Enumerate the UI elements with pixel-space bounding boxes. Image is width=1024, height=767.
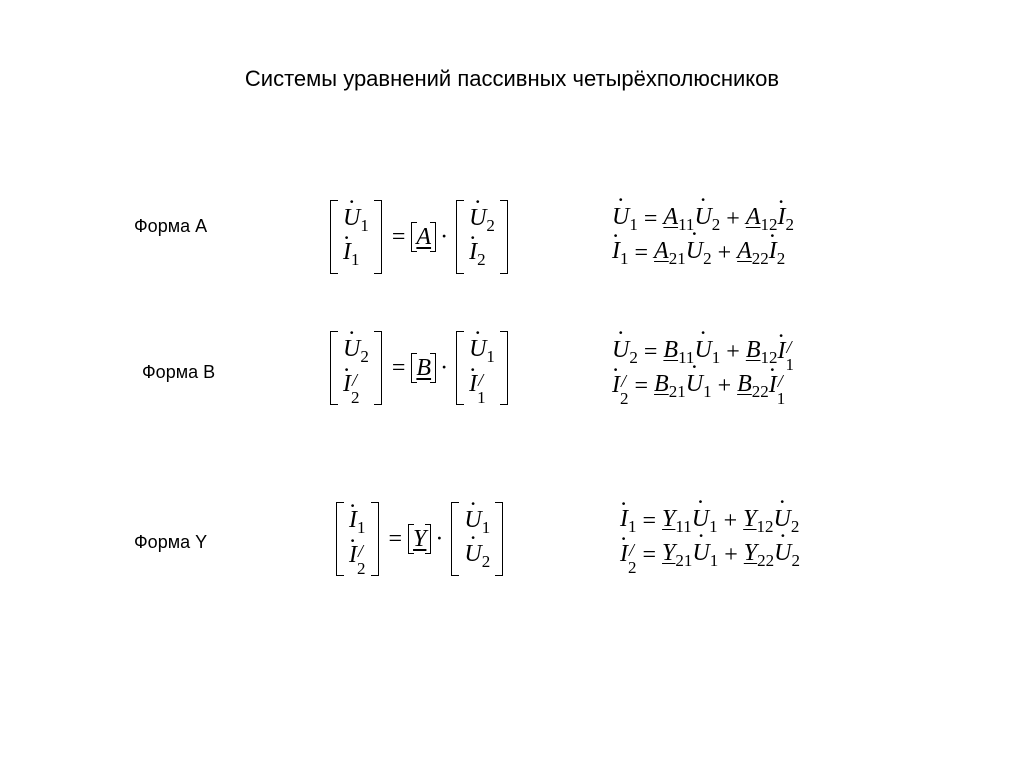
dotted-variable <box>469 239 486 270</box>
variable-subscript: 2 <box>785 215 794 234</box>
equals-sign: = <box>642 542 657 568</box>
parameter-matrix-name: A <box>416 224 432 250</box>
plus-sign: + <box>726 206 740 232</box>
variable-subscript: 2 <box>351 387 360 407</box>
coefficient-name: B <box>745 337 761 363</box>
coefficient-subscript: 21 <box>668 382 686 401</box>
matrix-equation-b <box>330 331 508 405</box>
parameter-matrix <box>408 524 431 554</box>
variable-subscript: 2 <box>711 215 721 234</box>
variable-subscript: 1 <box>629 215 638 234</box>
prime-mark: / <box>352 369 358 390</box>
dotted-variable <box>778 205 795 233</box>
vector-cell <box>469 237 495 271</box>
matrix-operator-group <box>386 353 452 383</box>
equals-sign: = <box>643 206 658 232</box>
prime-mark: / <box>786 336 792 357</box>
dotted-variable <box>774 541 800 569</box>
form-label-y: Форма Y <box>134 532 208 552</box>
coefficient-name: A <box>737 238 752 264</box>
dotted-variable <box>686 372 712 400</box>
variable-subscript: 2 <box>776 249 786 268</box>
coefficient-name: A <box>663 204 679 230</box>
equals-sign: = <box>391 354 406 381</box>
coefficient-subscript: 11 <box>678 348 695 367</box>
coefficient-subscript: 12 <box>756 517 774 536</box>
plus-sign: + <box>724 542 738 568</box>
matrix-operator-group <box>386 222 452 252</box>
multiply-dot: · <box>435 525 444 552</box>
sub-prime-group <box>351 371 360 406</box>
column-vector <box>330 200 382 274</box>
dotted-variable <box>686 239 712 267</box>
variable-subscript: 1 <box>709 551 719 570</box>
variable-symbol: ˙ U <box>694 338 711 362</box>
coefficient-name: Y <box>743 540 758 566</box>
variable-subscript: 1 <box>477 387 486 407</box>
equals-sign: = <box>643 339 658 365</box>
equation-row <box>612 369 794 408</box>
variable-subscript: 2 <box>629 348 638 367</box>
variable-symbol: ˙ U <box>612 338 629 362</box>
equals-sign: = <box>388 525 403 552</box>
variable-symbol: ˙ U <box>343 336 360 363</box>
slide-title: Системы уравнений пассивных четырёхполюсников <box>244 66 780 91</box>
variable-symbol: ˙ U <box>612 205 629 229</box>
variable-symbol: ˙ I <box>469 371 477 398</box>
variable-symbol: ˙ U <box>774 507 791 531</box>
multiply-dot: · <box>440 223 449 250</box>
dotted-variable <box>464 541 490 572</box>
matrix-operator-group <box>383 524 448 554</box>
dotted-variable <box>612 239 629 267</box>
dotted-variable <box>692 541 718 569</box>
variable-subscript: 1 <box>351 249 360 269</box>
variable-symbol: ˙ I <box>469 239 477 266</box>
coefficient <box>737 372 769 400</box>
vector-cell <box>343 368 369 407</box>
dotted-variable <box>343 365 360 406</box>
variable-subscript: 2 <box>703 249 712 268</box>
variable-subscript: 2 <box>360 346 369 366</box>
form-label-b: Форма B <box>142 362 216 382</box>
vector-cell <box>343 237 369 271</box>
variable-symbol: ˙ I <box>612 373 620 397</box>
vector-cell <box>349 539 366 578</box>
equals-sign: = <box>634 240 649 266</box>
variable-symbol: ˙ I <box>620 507 628 531</box>
prime-mark: / <box>358 540 364 561</box>
parameter-matrix <box>411 222 436 252</box>
sub-prime-group <box>357 542 366 577</box>
column-vector <box>336 502 379 576</box>
coefficient-name: A <box>654 238 669 264</box>
variable-subscript: 1 <box>481 517 491 537</box>
variable-symbol: ˙ I <box>343 239 351 266</box>
equals-sign: = <box>391 223 406 250</box>
scalar-equations-a <box>612 202 794 270</box>
equals-sign: = <box>634 373 649 399</box>
matrix-equation-a <box>330 200 508 274</box>
sub-prime-group <box>786 338 795 373</box>
variable-subscript: 1 <box>486 346 495 366</box>
prime-mark: / <box>621 370 627 391</box>
variable-symbol: ˙ U <box>774 541 791 565</box>
equation-row <box>612 236 794 270</box>
coefficient-subscript: 11 <box>678 215 695 234</box>
equals-sign: = <box>642 508 657 534</box>
variable-symbol: ˙ I <box>778 205 786 229</box>
variable-symbol: ˙ U <box>694 205 711 229</box>
equation-row <box>620 504 800 538</box>
variable-symbol: ˙ U <box>686 239 703 263</box>
variable-symbol: ˙ U <box>464 541 481 568</box>
variable-symbol: ˙ I <box>769 239 777 263</box>
multiply-dot: · <box>440 354 449 381</box>
coefficient-subscript: 21 <box>675 551 693 570</box>
variable-symbol: ˙ U <box>686 372 703 396</box>
equation-row <box>612 202 794 236</box>
coefficient-name: A <box>745 204 761 230</box>
parameter-matrix-name: Y <box>413 526 427 552</box>
coefficient-name: Y <box>743 506 757 532</box>
variable-symbol: ˙ I <box>778 339 786 363</box>
variable-subscript: 1 <box>703 382 712 401</box>
coefficient <box>744 541 774 569</box>
coefficient-subscript: 22 <box>751 382 769 401</box>
column-vector <box>456 331 508 405</box>
coefficient-subscript: 12 <box>760 215 778 234</box>
variable-symbol: ˙ I <box>343 371 351 398</box>
matrix-equation-y <box>336 502 503 576</box>
variable-symbol: ˙ I <box>612 239 620 263</box>
coefficient-name: Y <box>662 506 676 532</box>
sub-prime-group <box>628 541 637 576</box>
variable-subscript: 2 <box>481 551 491 571</box>
variable-subscript: 1 <box>360 215 369 235</box>
coefficient-name: B <box>654 371 669 397</box>
variable-subscript: 2 <box>628 557 637 577</box>
sub-prime-group <box>620 372 629 407</box>
prime-mark: / <box>478 369 484 390</box>
coefficient-subscript: 22 <box>751 249 769 268</box>
coefficient-subscript: 22 <box>757 551 775 570</box>
coefficient-name: B <box>737 371 752 397</box>
dotted-variable <box>612 366 629 407</box>
scalar-equations-y <box>620 504 800 577</box>
column-vector <box>330 331 382 405</box>
dotted-variable <box>349 536 366 577</box>
dotted-variable <box>343 239 360 270</box>
column-vector <box>451 502 503 576</box>
coefficient-subscript: 11 <box>675 517 692 536</box>
coefficient-subscript: 12 <box>760 348 778 367</box>
vector-cell <box>469 368 495 407</box>
variable-subscript: 1 <box>711 348 721 367</box>
variable-subscript: 1 <box>776 388 786 408</box>
equation-row <box>620 538 800 577</box>
variable-subscript: 2 <box>486 215 495 235</box>
variable-symbol: ˙ I <box>349 542 357 569</box>
prime-mark: / <box>629 539 635 560</box>
coefficient <box>662 541 692 569</box>
parameter-matrix-name: B <box>416 355 432 381</box>
dotted-variable <box>769 239 786 267</box>
variable-symbol: ˙ U <box>343 205 360 232</box>
variable-symbol: ˙ I <box>769 373 777 397</box>
plus-sign: + <box>717 240 732 266</box>
variable-symbol: ˙ U <box>469 205 486 232</box>
sub-prime-group <box>477 371 486 406</box>
variable-subscript: 2 <box>357 558 366 578</box>
dotted-variable <box>469 365 486 406</box>
plus-sign: + <box>717 373 732 399</box>
variable-subscript: 1 <box>357 517 366 537</box>
coefficient <box>743 507 773 535</box>
dotted-variable <box>620 535 637 576</box>
variable-symbol: ˙ I <box>620 542 628 566</box>
dotted-variable <box>769 366 786 407</box>
variable-subscript: 1 <box>628 517 637 536</box>
variable-symbol: ˙ U <box>469 336 486 363</box>
variable-subscript: 1 <box>709 517 718 536</box>
coefficient <box>654 372 686 400</box>
coefficient-name: Y <box>662 540 676 566</box>
variable-subscript: 1 <box>620 249 629 268</box>
vector-cell <box>464 539 490 573</box>
variable-symbol: ˙ I <box>349 507 357 534</box>
variable-subscript: 1 <box>785 354 794 374</box>
coefficient-subscript: 21 <box>668 249 686 268</box>
variable-symbol: ˙ U <box>464 507 481 534</box>
variable-subscript: 2 <box>620 388 629 408</box>
form-label-a: Форма A <box>134 216 208 236</box>
variable-subscript: 2 <box>477 249 486 269</box>
plus-sign: + <box>723 508 738 534</box>
scalar-equations-b <box>612 335 794 408</box>
parameter-matrix <box>411 353 436 383</box>
variable-symbol: ˙ U <box>692 507 709 531</box>
coefficient <box>662 507 692 535</box>
plus-sign: + <box>726 339 740 365</box>
sub-prime-group <box>777 372 786 407</box>
coefficient-name: B <box>663 337 679 363</box>
coefficient <box>737 239 769 267</box>
column-vector <box>456 200 508 274</box>
variable-subscript: 2 <box>791 551 800 570</box>
prime-mark: / <box>777 370 783 391</box>
coefficient <box>654 239 686 267</box>
variable-symbol: ˙ U <box>692 541 709 565</box>
variable-subscript: 2 <box>790 517 800 536</box>
equation-row <box>612 335 794 374</box>
